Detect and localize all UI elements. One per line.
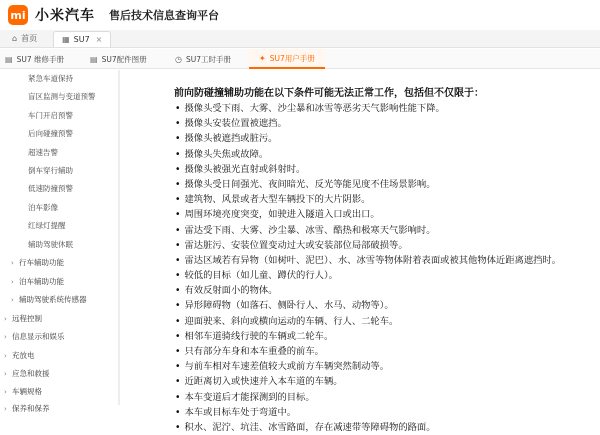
list-item: • 本车或目标车处于弯道中。 xyxy=(175,405,561,420)
sidebar-item-specs[interactable] xyxy=(4,386,42,397)
sidebar-group-label: 行车辅助功能 xyxy=(19,258,64,267)
list-item: • 雷达区域若有异物（如树叶、泥巴）、水、冰雪等物体附着表面或被其他物体近距离遮挡时。 xyxy=(175,253,561,268)
sidebar-group-label: 辅助驾驶系统传感器 xyxy=(19,295,87,304)
sidebar-item-emergency[interactable] xyxy=(4,368,50,379)
tab-home-label: 首页 xyxy=(21,34,38,43)
logo-text: mi xyxy=(10,8,26,22)
chevron-right-icon: › xyxy=(4,352,7,360)
tab-user-manual[interactable] xyxy=(249,49,325,69)
tab-parts-catalog-label: SU7配件图册 xyxy=(101,54,147,64)
sidebar-item-low-speed[interactable]: 低速防撞预警 xyxy=(28,184,73,193)
list-item: • 雷达脏污、安装位置变动过大或安装部位局部破损等。 xyxy=(175,238,561,253)
sidebar-item-overspeed[interactable]: 超速告警 xyxy=(28,148,58,157)
sidebar-item-infotainment[interactable] xyxy=(4,331,65,342)
chevron-right-icon: › xyxy=(4,388,7,396)
sidebar-group-sensors[interactable] xyxy=(11,294,87,305)
list-item: • 摄像头受日间强光、夜间暗光、反光等能见度不佳场景影响。 xyxy=(175,177,561,192)
chevron-right-icon: › xyxy=(4,333,7,341)
sidebar-item-assist-sleep[interactable]: 辅助驾驶休眠 xyxy=(28,240,73,249)
sidebar-item-charging[interactable] xyxy=(4,350,35,361)
list-item: • 雷达受下雨、大雾、沙尘暴、冰雪、酷热和极寒天气影响时。 xyxy=(175,223,561,238)
condition-list xyxy=(175,101,561,435)
list-item: • 周围环境亮度突变，如驶进入隧道入口或出口。 xyxy=(175,207,561,222)
book-icon: ▤ xyxy=(5,54,13,64)
sidebar-group-label: 泊车辅助功能 xyxy=(19,277,64,286)
app-header xyxy=(0,0,600,30)
brand-name: 小米汽车 xyxy=(35,8,95,24)
sidebar-item-parking-camera[interactable]: 泊车影像 xyxy=(28,203,58,212)
list-item: • 本车变道后才能探测到的目标。 xyxy=(175,390,561,405)
sidebar-item-maintenance[interactable] xyxy=(4,403,50,414)
manual-content xyxy=(121,70,600,433)
list-item: • 较低的目标（如儿童、蹲伏的行人）。 xyxy=(175,268,561,283)
tab-labor-manual-label: SU7工时手册 xyxy=(185,54,232,64)
list-item: • 有效反射面小的物体。 xyxy=(175,283,561,298)
xiaomi-logo[interactable] xyxy=(8,5,28,25)
sidebar-item-reverse-cross[interactable]: 倒车穿行辅助 xyxy=(28,166,73,175)
list-item: • 摄像头受下雨、大雾、沙尘暴和冰雪等恶劣天气影响性能下降。 xyxy=(175,101,561,116)
list-item: • 异形障碍物（如落石、侧卧行人、水马、动物等）。 xyxy=(175,298,561,313)
sidebar-item-remote-control[interactable] xyxy=(4,313,42,324)
manual-tab-bar xyxy=(0,49,600,69)
chevron-right-icon: › xyxy=(11,259,14,267)
sidebar-item-blind-spot[interactable]: 盲区监测与变道预警 xyxy=(28,92,96,101)
sidebar-item-label: 车辆规格 xyxy=(12,387,42,396)
list-item: • 与前车相对车速差值较大或前方车辆突然制动等。 xyxy=(175,359,561,374)
book-icon: ▤ xyxy=(90,54,98,64)
sidebar-group-driving-assist[interactable] xyxy=(11,257,64,268)
chevron-right-icon: › xyxy=(4,315,7,323)
sidebar-item-door-open-warning[interactable]: 车门开启预警 xyxy=(28,111,73,120)
sidebar-item-label: 信息显示和娱乐 xyxy=(12,332,65,341)
chevron-right-icon: › xyxy=(4,370,7,378)
list-item: • 摄像头失焦或故障。 xyxy=(175,147,561,162)
home-icon: ⌂ xyxy=(12,34,18,43)
list-item: • 只有部分车身和本车重叠的前车。 xyxy=(175,344,561,359)
grid-icon: ▦ xyxy=(62,34,70,44)
close-icon[interactable]: × xyxy=(95,34,103,44)
sidebar-item-traffic-light[interactable]: 红绿灯提醒 xyxy=(28,221,66,230)
sidebar-item-label: 远程控制 xyxy=(12,314,42,323)
list-item: • 摄像头被遮挡或脏污。 xyxy=(175,131,561,146)
tab-repair-manual-label: SU7 维修手册 xyxy=(16,54,64,64)
platform-title: 售后技术信息查询平台 xyxy=(109,9,219,22)
tab-parts-catalog[interactable] xyxy=(90,49,147,69)
tab-repair-manual[interactable] xyxy=(5,49,64,69)
chevron-right-icon: › xyxy=(4,405,7,413)
clock-icon: ◷ xyxy=(175,54,182,64)
tab-su7-label: SU7 xyxy=(73,34,90,44)
sidebar-item-label: 保养和保养 xyxy=(12,404,50,413)
list-item: • 积水、泥泞、坑洼、冰雪路面，存在减速带等障碍物的路面。 xyxy=(175,420,561,435)
sidebar-item-rear-collision[interactable]: 后向碰撞预警 xyxy=(28,129,73,138)
tab-labor-manual[interactable] xyxy=(175,49,231,69)
list-item: • 建筑物、风景或者大型车辆投下的大片阴影。 xyxy=(175,192,561,207)
sidebar-scrollbar[interactable] xyxy=(118,70,120,405)
list-item: • 迎面驶来、斜向或横向运动的车辆、行人、二轮车。 xyxy=(175,314,561,329)
tab-su7[interactable] xyxy=(53,31,111,47)
sidebar-nav xyxy=(0,70,120,413)
list-item: • 相邻车道骑线行驶的车辆或二轮车。 xyxy=(175,329,561,344)
sidebar-item-label: 应急和救援 xyxy=(12,369,50,378)
top-tab-bar xyxy=(0,30,600,48)
sidebar-item-label: 充放电 xyxy=(12,351,35,360)
bulb-icon: ✦ xyxy=(259,53,266,63)
chevron-right-icon: › xyxy=(11,296,14,304)
sidebar-group-parking-assist[interactable] xyxy=(11,276,64,287)
chevron-right-icon: › xyxy=(11,278,14,286)
list-item: • 近距离切入或快速并入本车道的车辆。 xyxy=(175,374,561,389)
sidebar-item-lane-keep[interactable]: 紧急车道保持 xyxy=(28,74,73,83)
list-item: • 摄像头被强光直射或斜射时。 xyxy=(175,162,561,177)
tab-home[interactable] xyxy=(4,31,45,47)
tab-user-manual-label: SU7用户手册 xyxy=(269,53,315,63)
section-intro: 前向防碰撞辅助功能在以下条件可能无法正常工作，包括但不仅限于： xyxy=(174,88,484,99)
list-item: • 摄像头安装位置被遮挡。 xyxy=(175,116,561,131)
